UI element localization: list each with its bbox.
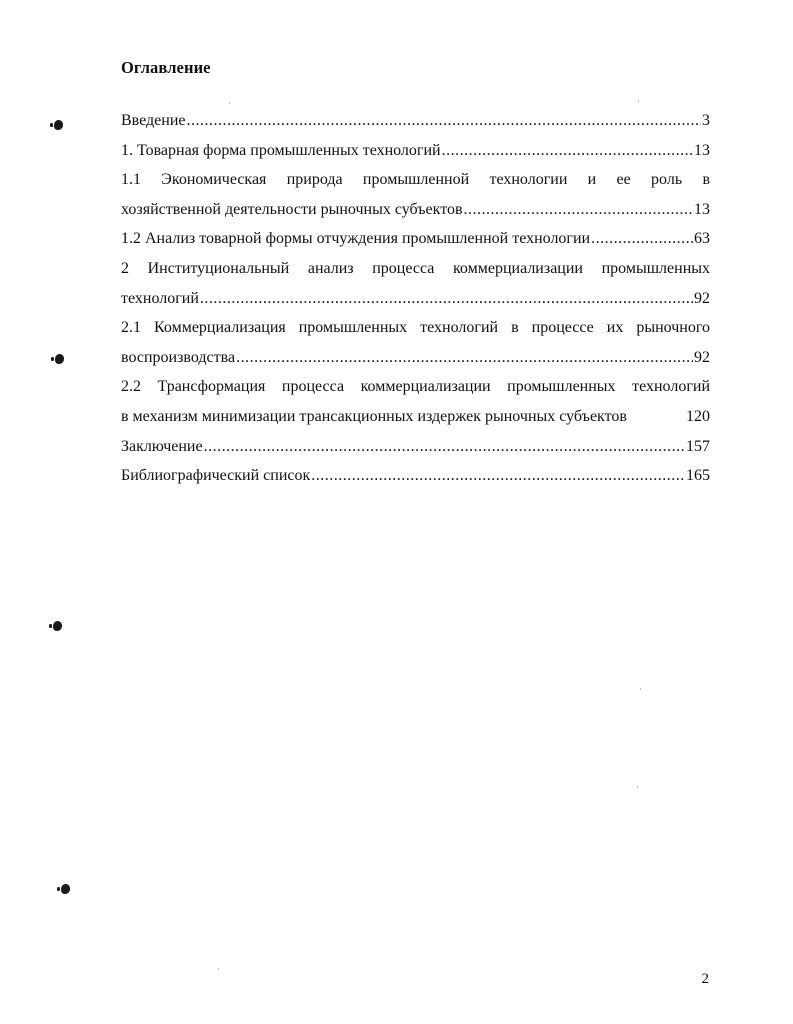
toc-entry-title: 1. Товарная форма промышленных технологий (121, 141, 441, 159)
toc-entry[interactable] (121, 165, 710, 224)
toc-entry-title: Введение (121, 112, 186, 129)
punch-hole-mark (54, 120, 63, 130)
toc-entry[interactable] (121, 106, 710, 136)
toc-entry[interactable] (121, 136, 710, 166)
toc-entry-title-line: в механизм минимизации трансакционных издержек рыночных субъектов (121, 407, 627, 425)
toc-entry-title-line: технологий (121, 289, 199, 307)
dot-leader (591, 224, 693, 254)
toc-entry-page: 165 (686, 467, 710, 485)
toc-entry-page: 3 (702, 112, 710, 129)
toc-entry-title-line: хозяйственной деятельности рыночных субъектов (121, 200, 463, 218)
scan-speck (229, 102, 230, 104)
punch-hole-mark (61, 884, 70, 894)
toc-entry-page: 63 (694, 230, 710, 248)
toc-entry-page: 92 (694, 348, 710, 366)
scan-speck (638, 100, 639, 102)
page-number: 2 (701, 971, 709, 987)
dot-leader (187, 106, 702, 136)
toc-entry-page: 13 (694, 200, 710, 218)
toc-entry[interactable] (121, 224, 710, 254)
scan-speck (640, 688, 641, 690)
table-of-contents (121, 106, 710, 491)
dot-leader (204, 432, 685, 462)
punch-hole-mark (55, 354, 64, 364)
dot-leader (464, 195, 693, 225)
dot-leader (200, 284, 693, 314)
toc-entry[interactable] (121, 372, 710, 431)
toc-entry[interactable] (121, 254, 710, 313)
toc-entry-title-line: 2.2 Трансформация процесса коммерциализации промышленных технологий (121, 378, 710, 396)
toc-entry-page: 120 (686, 407, 710, 425)
toc-entry[interactable] (121, 313, 710, 372)
toc-entry-page: 92 (694, 289, 710, 307)
toc-entry-title-line: 1.1 Экономическая природа промышленной технологии и ее роль в (121, 171, 710, 189)
toc-entry-title-line: 2.1 Коммерциализация промышленных технологий в процессе их рыночного (121, 319, 710, 337)
toc-entry-title-line: 2 Институциональный анализ процесса коммерциализации промышленных (121, 259, 710, 277)
toc-entry-title: Заключение (121, 437, 203, 455)
scan-speck (637, 786, 638, 788)
toc-entry[interactable] (121, 432, 710, 462)
toc-entry-title: Библиографический список (121, 467, 311, 485)
toc-heading: Оглавление (121, 58, 211, 77)
toc-entry-title: 1.2 Анализ товарной формы отчуждения промышленной технологии (121, 230, 591, 248)
toc-entry-title-line: воспроизводства (121, 348, 236, 366)
toc-entry-page: 13 (694, 141, 710, 159)
dot-leader (442, 136, 693, 166)
toc-entry[interactable] (121, 461, 710, 491)
scan-speck (218, 968, 219, 970)
dot-leader (236, 343, 693, 373)
dot-leader (311, 461, 685, 491)
toc-entry-page: 157 (686, 437, 710, 455)
punch-hole-mark (53, 621, 62, 631)
